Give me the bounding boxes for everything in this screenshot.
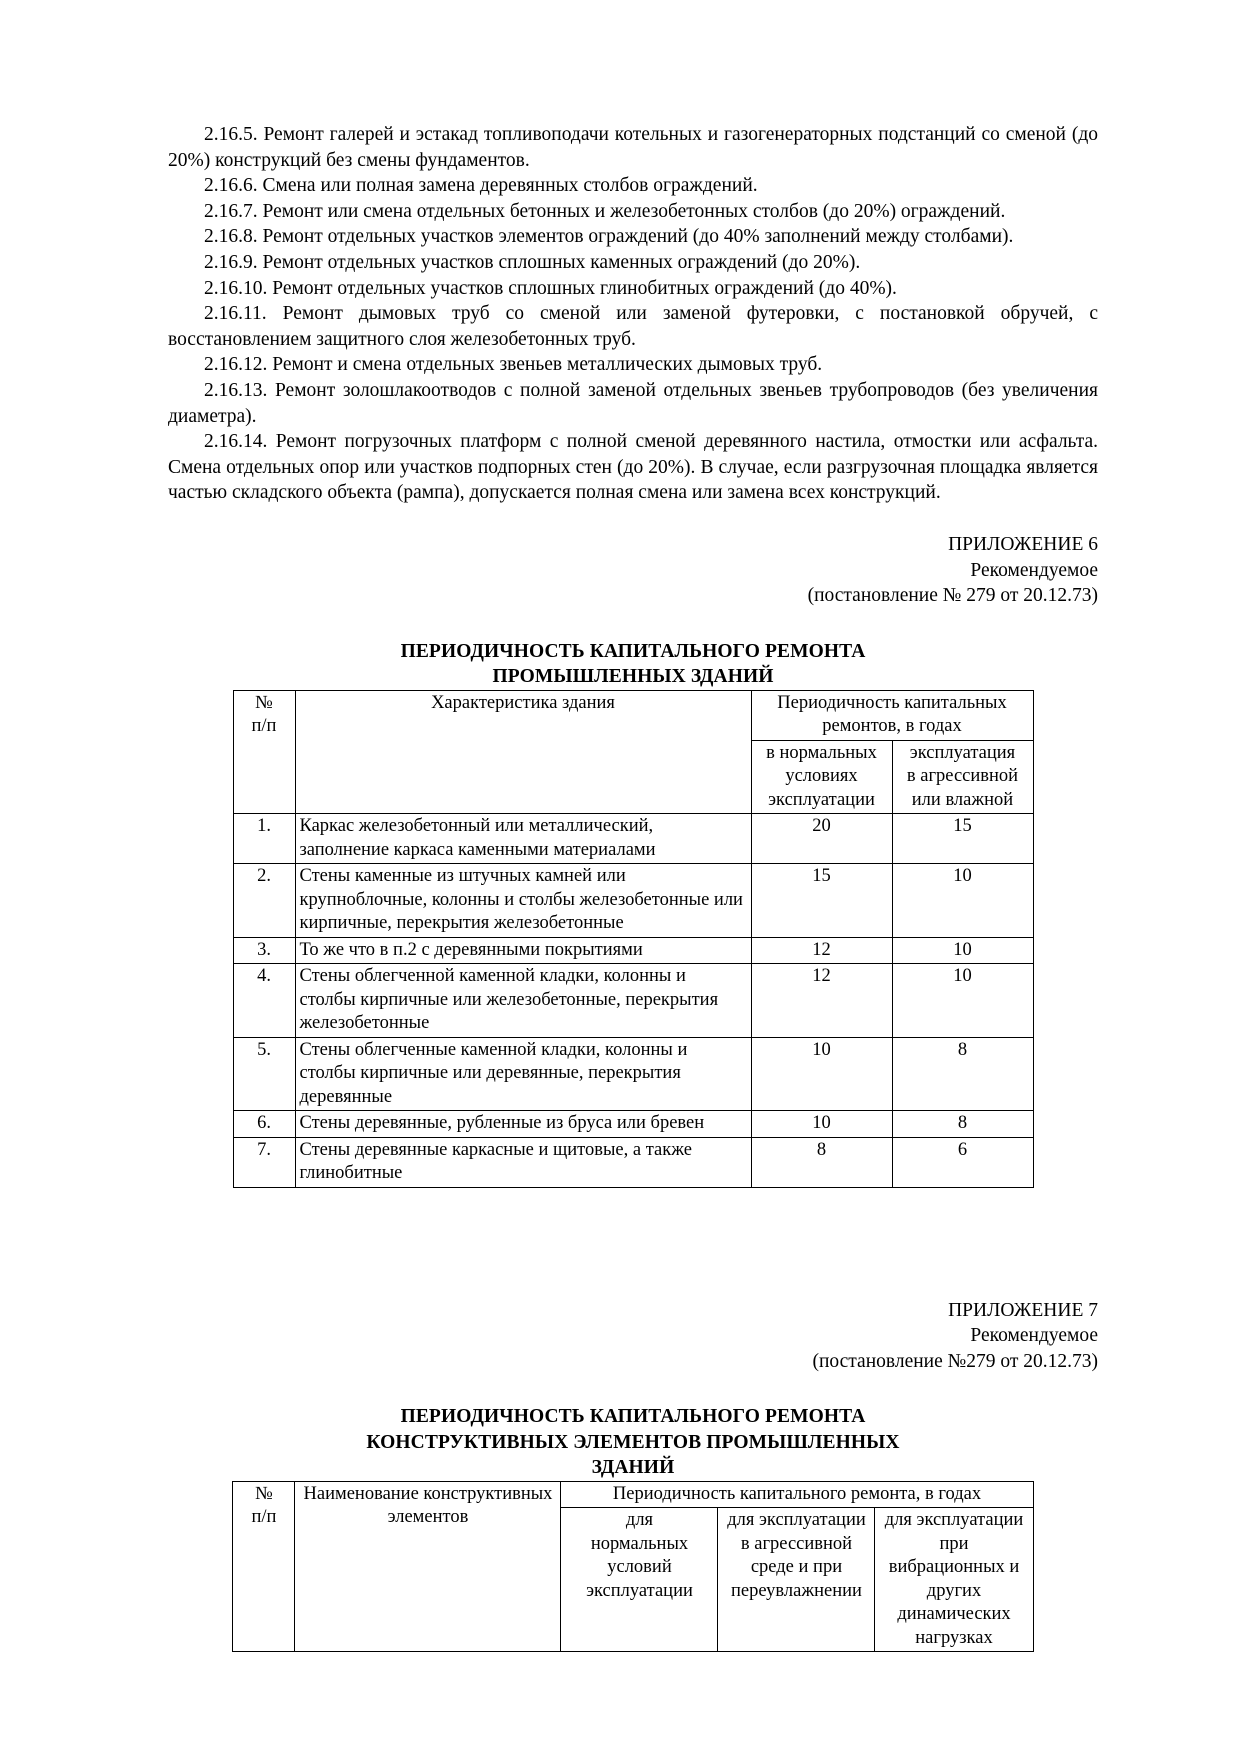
paragraph-2-16-12: 2.16.12. Ремонт и смена отдельных звеньев металлических дымовых труб. xyxy=(204,354,823,376)
paragraph-2-16-7: 2.16.7. Ремонт или смена отдельных бетонных и железобетонных столбов (до 20%) ограждений. xyxy=(204,200,1006,222)
table6-body xyxy=(233,814,1033,1188)
table-row xyxy=(233,814,1033,864)
table7-col2-line1: для эксплуатации xyxy=(727,1510,866,1531)
table6-cell-description: То же что в п.2 с деревянными покрытиями xyxy=(295,937,751,964)
table6-cell-normal: 20 xyxy=(751,814,892,864)
table7-col-name-header xyxy=(295,1481,561,1652)
appendix-7-title xyxy=(168,1404,1098,1481)
table-row xyxy=(233,964,1033,1038)
table6-cell-aggressive: 10 xyxy=(892,864,1033,938)
table7-col-name-line1: Наименование конструктивных xyxy=(303,1483,553,1504)
table6-cell-num: 5. xyxy=(233,1037,295,1111)
table-row xyxy=(233,1137,1033,1187)
table6-cell-normal: 15 xyxy=(751,864,892,938)
paragraph-2-16-6: 2.16.6. Смена или полная замена деревянных столбов ограждений. xyxy=(204,175,758,197)
table7-col3-line5: нагрузках xyxy=(915,1627,993,1648)
appendix-7-decree: (постановление №279 от 20.12.73) xyxy=(812,1350,1098,1372)
table6-col-aggressive-line1: эксплуатация xyxy=(909,742,1016,763)
table7-col2-line4: переувлажнении xyxy=(731,1580,862,1601)
table6-col-normal-line1: в нормальных xyxy=(766,742,877,763)
appendix-7-title-line-1: ПЕРИОДИЧНОСТЬ КАПИТАЛЬНОГО РЕМОНТА xyxy=(400,1406,866,1428)
table-row xyxy=(233,937,1033,964)
appendix-6-recommended: Рекомендуемое xyxy=(970,559,1098,581)
table6-col-aggressive-line2: в агрессивной xyxy=(906,766,1019,787)
paragraph-2-16-10: 2.16.10. Ремонт отдельных участков сплошных глинобитных ограждений (до 40%). xyxy=(204,277,897,299)
appendix-7-recommended: Рекомендуемое xyxy=(970,1325,1098,1347)
table6-col-normal-header xyxy=(751,740,892,814)
paragraph-2-16-11: 2.16.11. Ремонт дымовых труб со сменой или заменой футеровки, с постановкой обручей, с восстановлением защитного слоя железобетонных труб. xyxy=(168,303,1098,350)
table6-cell-num: 4. xyxy=(233,964,295,1038)
table6-col-aggressive-line3: или влажной xyxy=(911,789,1014,810)
table7-col-name-line2: элементов xyxy=(387,1507,469,1528)
table7-col3-line4: динамических xyxy=(897,1604,1011,1625)
appendix-7-number: ПРИЛОЖЕНИЕ 7 xyxy=(948,1299,1098,1321)
table6-col-normal-line3: эксплуатации xyxy=(768,789,875,810)
table-row xyxy=(233,1037,1033,1111)
table6-group-header-row xyxy=(233,690,1033,740)
table7-col3-line3: других xyxy=(926,1580,982,1601)
table6-col-num-line1: № xyxy=(255,692,273,713)
appendix-6-number: ПРИЛОЖЕНИЕ 6 xyxy=(948,533,1098,555)
table6-cell-normal: 12 xyxy=(751,964,892,1038)
appendix-6-decree: (постановление № 279 от 20.12.73) xyxy=(807,585,1098,607)
table6-cell-aggressive: 10 xyxy=(892,937,1033,964)
table7-col2-line3: среде и при xyxy=(750,1557,843,1578)
table6-cell-normal: 12 xyxy=(751,937,892,964)
table7-col-num-line2: п/п xyxy=(251,1507,277,1528)
table7-col-aggressive-header xyxy=(718,1508,875,1652)
body-text-block xyxy=(168,122,1098,506)
table6-cell-num: 6. xyxy=(233,1111,295,1138)
table7-col1-line4: эксплуатации xyxy=(586,1580,693,1601)
appendix-6-header xyxy=(168,532,1098,609)
paragraph-2-16-14: 2.16.14. Ремонт погрузочных платформ с полной сменой деревянного настила, отмостки или асфальта. Смена отдельных опор или участков подпорных стен (до 20%). В случае, если разгрузочная площадка является частью складского объекта (рампа), допускается полная смена или замена всех конструкций. xyxy=(168,431,1098,504)
table6-cell-num: 3. xyxy=(233,937,295,964)
appendix-7-title-line-2: КОНСТРУКТИВНЫХ ЭЛЕМЕНТОВ ПРОМЫШЛЕННЫХ xyxy=(366,1431,900,1453)
table6-col-normal-line2: условиях xyxy=(785,766,858,787)
table-row xyxy=(233,864,1033,938)
table6-cell-aggressive: 10 xyxy=(892,964,1033,1038)
table6-group-header xyxy=(751,690,1033,740)
table7-col-num-line1: № xyxy=(255,1483,273,1504)
table6-group-line1: Периодичность капитальных xyxy=(777,692,1007,713)
table7-col1-line3: условий xyxy=(607,1557,672,1578)
table6-cell-num: 2. xyxy=(233,864,295,938)
table6-head xyxy=(233,690,1033,814)
table6-cell-aggressive: 6 xyxy=(892,1137,1033,1187)
appendix-6-title xyxy=(168,639,1098,690)
table7-col-vibration-header xyxy=(875,1508,1033,1652)
table6-cell-description: Стены облегченной каменной кладки, колонны и столбы кирпичные или железобетонные, перекрытия железобетонные xyxy=(295,964,751,1038)
table6-col-aggressive-header xyxy=(892,740,1033,814)
table6-cell-aggressive: 8 xyxy=(892,1037,1033,1111)
paragraph-2-16-13: 2.16.13. Ремонт золошлакоотводов с полной заменой отдельных звеньев трубопроводов (без увеличения диаметра). xyxy=(168,379,1098,427)
table7-col2-line2: в агрессивной xyxy=(740,1533,853,1554)
appendix-7-header xyxy=(168,1298,1098,1375)
appendix-6-title-line-1: ПЕРИОДИЧНОСТЬ КАПИТАЛЬНОГО РЕМОНТА xyxy=(400,640,866,662)
appendix-7-title-line-3: ЗДАНИЙ xyxy=(591,1457,675,1479)
paragraph-2-16-9: 2.16.9. Ремонт отдельных участков сплошных каменных ограждений (до 20%). xyxy=(204,251,861,273)
table7-col3-line1: для эксплуатации xyxy=(884,1510,1024,1531)
table7-group-header-row xyxy=(233,1481,1033,1508)
table7-col-num-header xyxy=(233,1481,295,1652)
table6-cell-description: Стены каменные из штучных камней или крупноблочные, колонны и столбы железобетонные или кирпичные, перекрытия железобетонные xyxy=(295,864,751,938)
table7-col1-line1: для xyxy=(625,1510,654,1531)
appendix-6-title-line-2: ПРОМЫШЛЕННЫХ ЗДАНИЙ xyxy=(492,666,774,688)
table6-cell-normal: 10 xyxy=(751,1111,892,1138)
table6-cell-description: Стены облегченные каменной кладки, колонны и столбы кирпичные или деревянные, перекрытия деревянные xyxy=(295,1037,751,1111)
table7-group-header: Периодичность капитального ремонта, в годах xyxy=(561,1481,1033,1508)
table-periodicity-industrial-buildings xyxy=(233,690,1034,1188)
table6-cell-description: Стены деревянные каркасные и щитовые, а также глинобитные xyxy=(295,1137,751,1187)
table6-group-line2: ремонтов, в годах xyxy=(822,716,962,737)
table6-cell-description: Каркас железобетонный или металлический, заполнение каркаса каменными материалами xyxy=(295,814,751,864)
table6-col-num-header xyxy=(233,690,295,814)
table-periodicity-structural-elements xyxy=(232,1481,1033,1653)
table6-col-description-header: Характеристика здания xyxy=(295,690,751,814)
table7-col1-line2: нормальных xyxy=(590,1533,689,1554)
table6-cell-num: 1. xyxy=(233,814,295,864)
table7-col3-line2: при вибрационных и xyxy=(888,1533,1020,1578)
table6-cell-normal: 10 xyxy=(751,1037,892,1111)
paragraph-2-16-8: 2.16.8. Ремонт отдельных участков элементов ограждений (до 40% заполнений между столбами). xyxy=(204,226,1014,248)
table6-cell-aggressive: 15 xyxy=(892,814,1033,864)
table6-col-num-line2: п/п xyxy=(251,716,277,737)
paragraph-2-16-5: 2.16.5. Ремонт галерей и эстакад топливоподачи котельных и газогенераторных подстанций со сменой (до 20%) конструкций без смены фундаментов. xyxy=(168,124,1098,171)
table6-cell-num: 7. xyxy=(233,1137,295,1187)
table7-head xyxy=(233,1481,1033,1652)
table6-cell-aggressive: 8 xyxy=(892,1111,1033,1138)
table6-cell-normal: 8 xyxy=(751,1137,892,1187)
table-row xyxy=(233,1111,1033,1138)
spacer-between-appendices xyxy=(168,1188,1098,1272)
table7-col-normal-header xyxy=(561,1508,718,1652)
table6-cell-description: Стены деревянные, рубленные из бруса или бревен xyxy=(295,1111,751,1138)
